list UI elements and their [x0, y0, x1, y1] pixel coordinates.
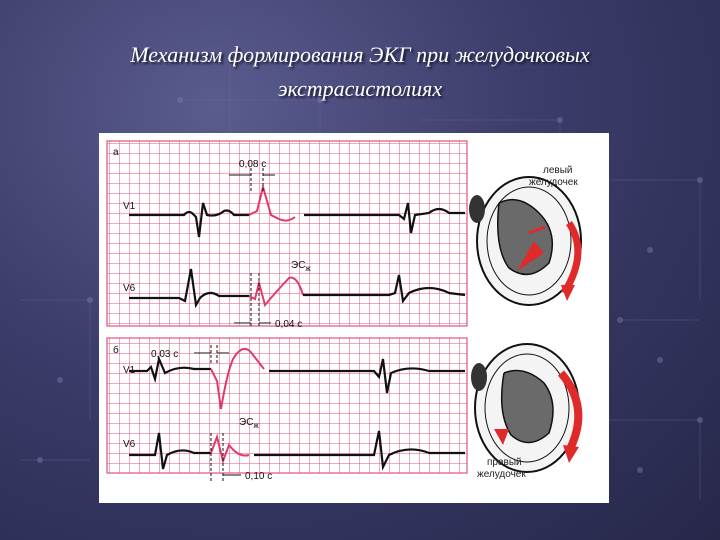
panel-b-lead-top: V1 [123, 365, 136, 376]
panel-a-letter: а [113, 147, 119, 158]
heart-bottom-label-line2: желудочек [477, 469, 526, 480]
heart-bottom-label-line1: правый [487, 457, 522, 468]
slide-title [40, 38, 680, 106]
panel-b-lead-bottom: V6 [123, 439, 136, 450]
heart-diagram-right-ventricle [471, 344, 579, 472]
slide-title-line1: Механизм формирования ЭКГ при желудочковых [130, 42, 590, 67]
ecg-illustration [99, 133, 609, 503]
heart-top-label-line2: желудочек [529, 177, 578, 188]
slide-title-line2: экстрасистолиях [277, 76, 443, 101]
panel-a-es-label: $ЭС_ж$ [291, 260, 311, 273]
panel-b-letter: б [113, 345, 119, 356]
panel-b-es-label: $ЭС_ж$ [239, 417, 259, 430]
panel-a-lead-top: V1 [123, 201, 136, 212]
panel-a-interval-bottom: 0,04 с [275, 319, 303, 330]
panel-a-lead-bottom: V6 [123, 283, 136, 294]
heart-top-label-line1: левый [543, 165, 573, 176]
heart-diagram-left-ventricle [469, 177, 581, 305]
panel-b-interval-top: 0,03 с [151, 349, 179, 360]
panel-a-interval-top: 0,08 с [239, 159, 267, 170]
panel-b-interval-bottom: 0,10 с [245, 471, 273, 482]
ecg-figure [99, 133, 609, 503]
